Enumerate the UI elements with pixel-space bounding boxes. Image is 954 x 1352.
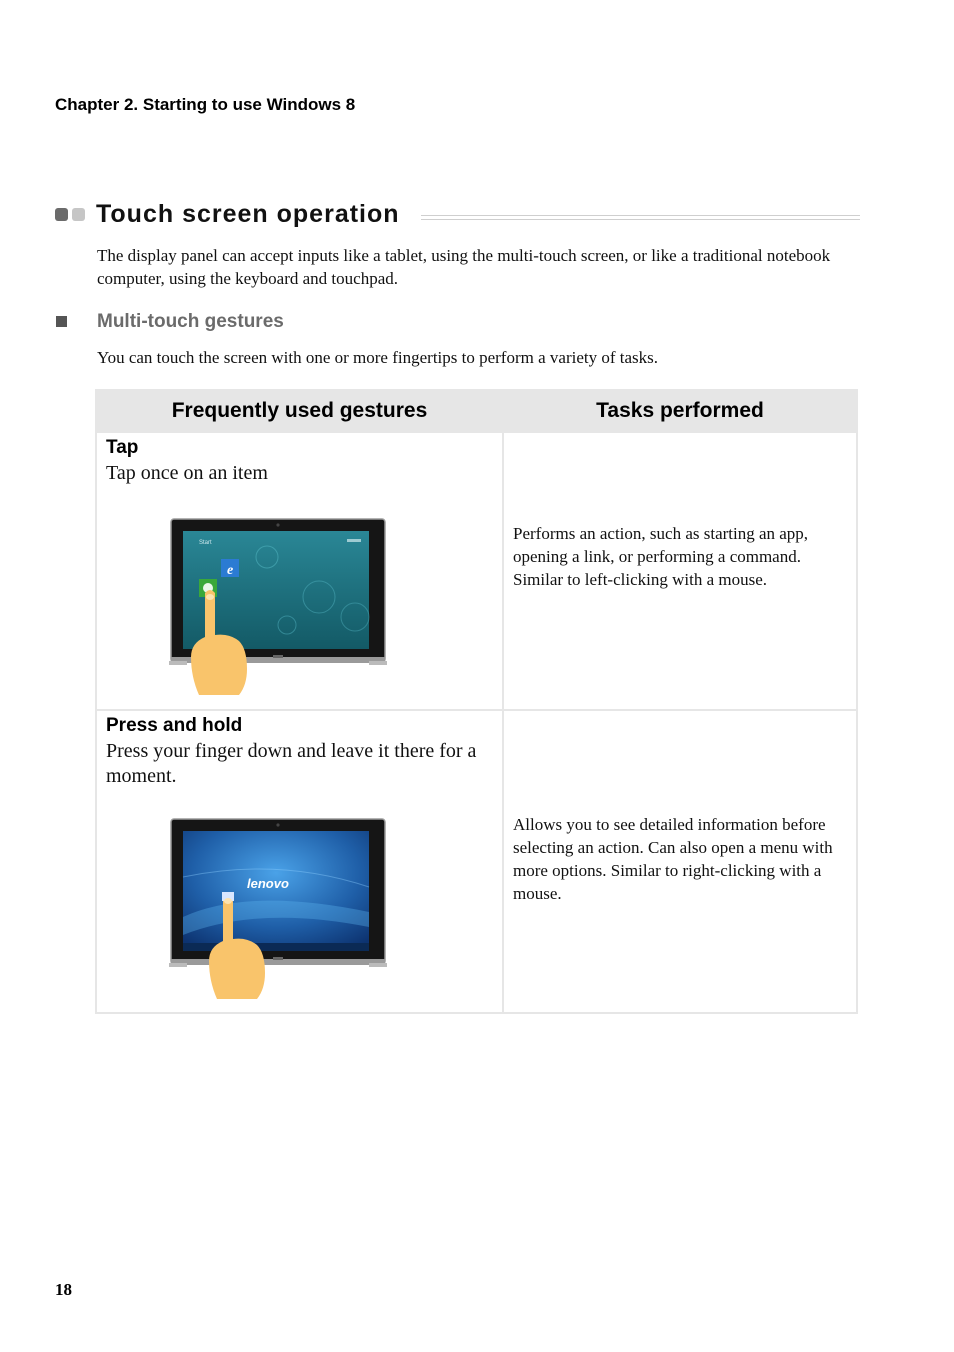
tap-gesture-illustration [169, 517, 389, 697]
page-number: 18 [55, 1280, 72, 1299]
task-cell [503, 432, 857, 710]
subsection-intro: You can touch the screen with one or more fingertips to perform a variety of tasks. [97, 348, 659, 367]
task-cell [503, 710, 857, 1013]
square-bullet-icon [56, 316, 67, 327]
subsection-title: Multi-touch gestures [97, 311, 284, 332]
start-screen-label: Start [199, 540, 212, 546]
gesture-cell [96, 710, 503, 1013]
lenovo-logo: lenovo [247, 876, 289, 891]
table-row [96, 710, 857, 1013]
section-title: Touch screen operation [96, 200, 400, 228]
table-row [96, 432, 857, 710]
heading-bullets-icon [55, 208, 89, 226]
header-tasks: Tasks performed [503, 390, 857, 432]
table-header-row [96, 390, 857, 432]
gesture-name: Tap [106, 437, 139, 458]
chapter-header: Chapter 2. Starting to use Windows 8 [55, 95, 356, 114]
gesture-description: Press your finger down and leave it there for a moment. [106, 740, 477, 787]
task-description: Allows you to see detailed information before selecting an action. Can also open a menu with more options. Similar to right-clicking with a mouse. [513, 815, 833, 903]
gesture-cell [96, 432, 503, 710]
gesture-description: Tap once on an item [106, 462, 268, 484]
section-intro: The display panel can accept inputs like a tablet, using the multi-touch screen, or like a traditional notebook computer, using the keyboard and touchpad. [97, 246, 831, 288]
press-and-hold-illustration [169, 817, 389, 1007]
gestures-table [95, 389, 858, 1014]
task-description: Performs an action, such as starting an app, opening a link, or performing a command. Similar to left-clicking with a mouse. [513, 524, 809, 589]
heading-rule [421, 215, 860, 220]
gesture-name: Press and hold [106, 715, 243, 736]
ie-tile-letter: e [227, 563, 234, 578]
header-gestures: Frequently used gestures [96, 390, 503, 432]
section-heading [55, 200, 860, 232]
